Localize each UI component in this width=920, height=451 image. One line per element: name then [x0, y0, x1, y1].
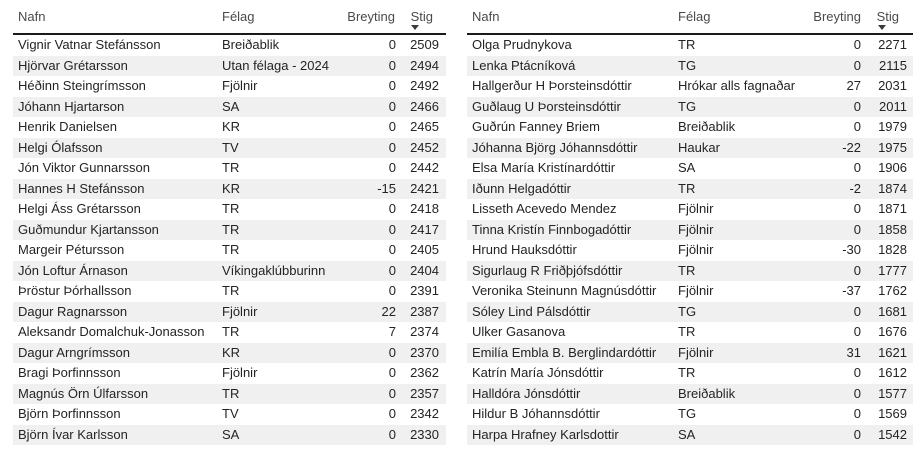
column-header-change[interactable]: Breyting [813, 9, 861, 24]
column-header-rating[interactable]: Stig [876, 9, 899, 24]
rating-change: 0 [388, 201, 396, 216]
table-row[interactable] [13, 281, 446, 302]
rating-change: 0 [853, 365, 861, 380]
table-row[interactable] [467, 363, 913, 384]
rating-value: 2452 [410, 139, 439, 155]
player-club: TR [678, 37, 696, 52]
rating-value: 1874 [878, 180, 907, 196]
player-name: Tinna Kristín Finnbogadóttir [472, 221, 632, 237]
rating-change: 0 [388, 406, 396, 421]
table-body [467, 35, 913, 445]
player-name: Halldóra Jónsdóttir [472, 385, 581, 401]
rating-value: 1858 [878, 221, 907, 237]
player-name: Hildur B Jóhannsdóttir [472, 406, 600, 421]
rating-value: 1828 [878, 242, 907, 257]
player-name: Lisseth Acevedo Mendez [472, 201, 617, 216]
rating-change: 0 [853, 262, 861, 278]
rating-value: 2387 [410, 303, 439, 319]
player-club: TG [678, 303, 697, 319]
player-name: Elsa María Kristínardóttir [472, 160, 616, 175]
player-name: Vignir Vatnar Stefánsson [18, 37, 161, 52]
rating-change: 0 [388, 242, 396, 257]
table-row[interactable] [13, 179, 446, 200]
rating-change: 0 [853, 426, 861, 442]
table-row[interactable] [13, 261, 446, 282]
rating-change: 22 [381, 303, 396, 319]
player-name: Hrund Hauksdóttir [472, 242, 577, 257]
rating-value: 2370 [410, 344, 439, 360]
table-row[interactable] [13, 363, 446, 384]
rating-value: 1681 [878, 303, 907, 319]
table-header [13, 0, 446, 35]
rating-change: 0 [388, 160, 396, 175]
rating-change: 0 [388, 119, 396, 134]
table-row[interactable] [13, 97, 446, 118]
rating-value: 2465 [410, 119, 439, 134]
table-row[interactable] [13, 302, 446, 323]
player-name: Harpa Hrafney Karlsdottir [472, 426, 619, 442]
player-club: Fjölnir [678, 201, 714, 216]
rating-change: 0 [853, 98, 861, 114]
player-name: Guðlaug U Þorsteinsdóttir [472, 98, 621, 114]
player-club: TR [678, 262, 696, 278]
table-body [13, 35, 446, 445]
player-name: Helgi Áss Grétarsson [18, 201, 141, 216]
rating-change: 0 [388, 385, 396, 401]
player-name: Jóhanna Björg Jóhannsdóttir [472, 139, 638, 155]
table-row[interactable] [467, 404, 913, 425]
player-club: TR [222, 160, 240, 175]
sort-descending-icon[interactable] [411, 25, 419, 30]
player-club: Breiðablik [678, 119, 736, 134]
rating-value: 2031 [878, 78, 907, 93]
table-row[interactable] [13, 220, 446, 241]
column-header-club[interactable]: Félag [678, 9, 711, 24]
rating-change: 27 [846, 78, 861, 93]
table-row[interactable] [467, 179, 913, 200]
player-name: Aleksandr Domalchuk-Jonasson [18, 324, 205, 339]
table-row[interactable] [467, 240, 913, 261]
player-name: Jón Loftur Árnason [18, 262, 128, 278]
player-name: Bragi Þorfinnsson [18, 365, 121, 380]
rating-value: 2442 [410, 160, 439, 175]
player-club: TG [678, 57, 697, 73]
rating-change: 0 [388, 57, 396, 73]
table-row[interactable] [13, 117, 446, 138]
player-club: Fjölnir [222, 303, 258, 319]
player-club: Víkingaklúbburinn [222, 262, 326, 278]
table-row[interactable] [467, 261, 913, 282]
player-club: Fjölnir [678, 221, 714, 237]
player-club: TR [678, 365, 696, 380]
rating-change: 0 [388, 37, 396, 52]
open-ratings-table [13, 0, 446, 445]
player-club: Breiðablik [222, 37, 280, 52]
rating-change: 0 [388, 139, 396, 155]
player-club: TR [222, 221, 240, 237]
player-name: Katrín María Jónsdóttir [472, 365, 604, 380]
rating-change: 0 [853, 385, 861, 401]
rating-change: 0 [388, 283, 396, 298]
rating-value: 2494 [410, 57, 439, 73]
table-row[interactable] [467, 199, 913, 220]
rating-change: 0 [853, 406, 861, 421]
table-row[interactable] [13, 404, 446, 425]
rating-value: 2342 [410, 406, 439, 421]
rating-change: 0 [853, 57, 861, 73]
table-row[interactable] [467, 56, 913, 77]
player-club: TR [222, 385, 240, 401]
player-name: Emilía Embla B. Berglindardóttir [472, 344, 657, 360]
rating-change: 0 [853, 160, 861, 175]
player-club: TV [222, 139, 239, 155]
rating-value: 1906 [878, 160, 907, 175]
table-row[interactable] [13, 35, 446, 56]
table-row[interactable] [467, 343, 913, 364]
rating-value: 2115 [879, 57, 907, 73]
player-name: Guðmundur Kjartansson [18, 221, 159, 237]
rating-change: 0 [388, 365, 396, 380]
player-club: TR [222, 324, 240, 339]
player-name: Jóhann Hjartarson [18, 98, 125, 114]
rating-value: 1975 [878, 139, 907, 155]
table-row[interactable] [13, 343, 446, 364]
table-row[interactable] [467, 281, 913, 302]
rating-value: 2509 [410, 37, 439, 52]
table-header [467, 0, 913, 35]
player-name: Dagur Arngrímsson [18, 344, 130, 360]
player-name: Þröstur Þórhallsson [18, 283, 132, 298]
rating-value: 1777 [878, 262, 907, 278]
player-club: TR [678, 324, 696, 339]
rating-change: 0 [388, 262, 396, 278]
table-row[interactable] [467, 97, 913, 118]
table-row[interactable] [467, 35, 913, 56]
player-name: Jón Viktor Gunnarsson [18, 160, 150, 175]
rating-change: 0 [853, 324, 861, 339]
rating-value: 2357 [410, 385, 439, 401]
player-name: Héðinn Steingrímsson [18, 78, 146, 93]
rating-value: 1979 [878, 119, 907, 134]
player-club: TR [222, 283, 240, 298]
player-club: KR [222, 344, 241, 360]
rating-change: 0 [853, 119, 861, 134]
player-club: Fjölnir [222, 78, 258, 93]
sort-descending-icon[interactable] [878, 25, 886, 30]
rating-change: 0 [388, 78, 396, 93]
rating-value: 2418 [410, 201, 439, 216]
rating-change: 0 [853, 303, 861, 319]
player-name: Sóley Lind Pálsdóttir [472, 303, 591, 319]
column-header-name[interactable]: Nafn [18, 9, 46, 24]
player-club: KR [222, 119, 241, 134]
player-name: Lenka Ptácníková [472, 57, 576, 73]
table-row[interactable] [13, 240, 446, 261]
rating-value: 1762 [878, 283, 907, 298]
rating-change: -37 [842, 283, 861, 298]
rating-change: 7 [388, 324, 396, 339]
player-name: Björn Þorfinnsson [18, 406, 121, 421]
women-ratings-table [467, 0, 913, 445]
rating-change: -22 [842, 139, 861, 155]
rating-value: 2405 [410, 242, 439, 257]
table-row[interactable] [13, 56, 446, 77]
rating-value: 2271 [878, 37, 907, 52]
player-club: Haukar [678, 139, 720, 155]
rating-change: 0 [388, 221, 396, 237]
player-club: Fjölnir [222, 365, 258, 380]
rating-value: 2417 [410, 221, 439, 237]
rating-value: 2391 [410, 283, 439, 298]
player-club: Fjölnir [678, 242, 714, 257]
player-name: Veronika Steinunn Magnúsdóttir [472, 283, 657, 298]
player-club: Utan félaga - 2024 [222, 57, 329, 73]
table-row[interactable] [467, 117, 913, 138]
player-name: Olga Prudnykova [472, 37, 572, 52]
rating-change: 0 [853, 221, 861, 237]
rating-change: 0 [388, 426, 396, 442]
player-club: Fjölnir [678, 344, 714, 360]
rating-value: 2492 [410, 78, 439, 93]
table-row[interactable] [13, 384, 446, 405]
table-row[interactable] [467, 322, 913, 343]
rating-value: 1542 [878, 426, 907, 442]
player-club: SA [222, 98, 240, 114]
rating-change: -30 [842, 242, 861, 257]
rating-value: 1871 [878, 201, 907, 216]
player-club: TG [678, 98, 697, 114]
player-name: Hjörvar Grétarsson [18, 57, 128, 73]
player-club: Hrókar alls fagnaðar [678, 78, 796, 93]
player-name: Iðunn Helgadóttir [472, 180, 572, 196]
player-club: SA [678, 160, 696, 175]
column-header-rating[interactable]: Stig [410, 9, 433, 24]
player-club: Fjölnir [678, 283, 714, 298]
player-name: Magnús Örn Úlfarsson [18, 385, 149, 401]
column-header-name[interactable]: Nafn [472, 9, 500, 24]
rating-value: 2362 [410, 365, 439, 380]
player-name: Guðrún Fanney Briem [472, 119, 600, 134]
player-club: TR [222, 242, 240, 257]
table-row[interactable] [13, 158, 446, 179]
rating-change: 0 [388, 98, 396, 114]
rating-value: 1569 [878, 406, 907, 421]
player-name: Sigurlaug R Friðþjófsdóttir [472, 262, 623, 278]
player-club: TG [678, 406, 697, 421]
rating-value: 1676 [878, 324, 907, 339]
player-name: Helgi Ólafsson [18, 139, 103, 155]
rating-change: 0 [853, 201, 861, 216]
player-name: Hallgerður H Þorsteinsdóttir [472, 78, 632, 93]
player-name: Björn Ívar Karlsson [18, 426, 128, 442]
table-row[interactable] [467, 384, 913, 405]
player-club: TR [222, 201, 240, 216]
table-row[interactable] [467, 158, 913, 179]
rating-value: 2421 [410, 180, 439, 196]
player-name: Hannes H Stefánsson [18, 180, 145, 196]
rating-value: 2404 [410, 262, 439, 278]
rating-value: 2330 [410, 426, 439, 442]
table-row[interactable] [467, 425, 913, 446]
player-name: Dagur Ragnarsson [18, 303, 128, 319]
table-row[interactable] [13, 425, 446, 446]
rating-value: 2374 [410, 324, 439, 339]
rating-change: 31 [846, 344, 861, 360]
column-header-club[interactable]: Félag [222, 9, 255, 24]
rating-change: 0 [853, 37, 861, 52]
table-row[interactable] [13, 138, 446, 159]
rating-change: 0 [388, 344, 396, 360]
table-row[interactable] [467, 302, 913, 323]
rating-value: 1621 [878, 344, 907, 360]
player-club: Breiðablik [678, 385, 736, 401]
player-club: SA [678, 426, 696, 442]
player-name: Ulker Gasanova [472, 324, 566, 339]
table-row[interactable] [13, 76, 446, 97]
table-row[interactable] [467, 138, 913, 159]
player-club: KR [222, 180, 241, 196]
rating-value: 2011 [879, 98, 907, 114]
player-name: Henrik Danielsen [18, 119, 117, 134]
table-row[interactable] [13, 199, 446, 220]
rating-value: 2466 [410, 98, 439, 114]
player-club: TR [678, 180, 696, 196]
rating-value: 1577 [878, 385, 907, 401]
player-name: Margeir Pétursson [18, 242, 125, 257]
table-row[interactable] [467, 76, 913, 97]
rating-value: 1612 [878, 365, 907, 380]
rating-change: -15 [377, 180, 396, 196]
table-row[interactable] [467, 220, 913, 241]
player-club: TV [222, 406, 239, 421]
table-row[interactable] [13, 322, 446, 343]
player-club: SA [222, 426, 240, 442]
rating-change: -2 [849, 180, 861, 196]
column-header-change[interactable]: Breyting [347, 9, 395, 24]
